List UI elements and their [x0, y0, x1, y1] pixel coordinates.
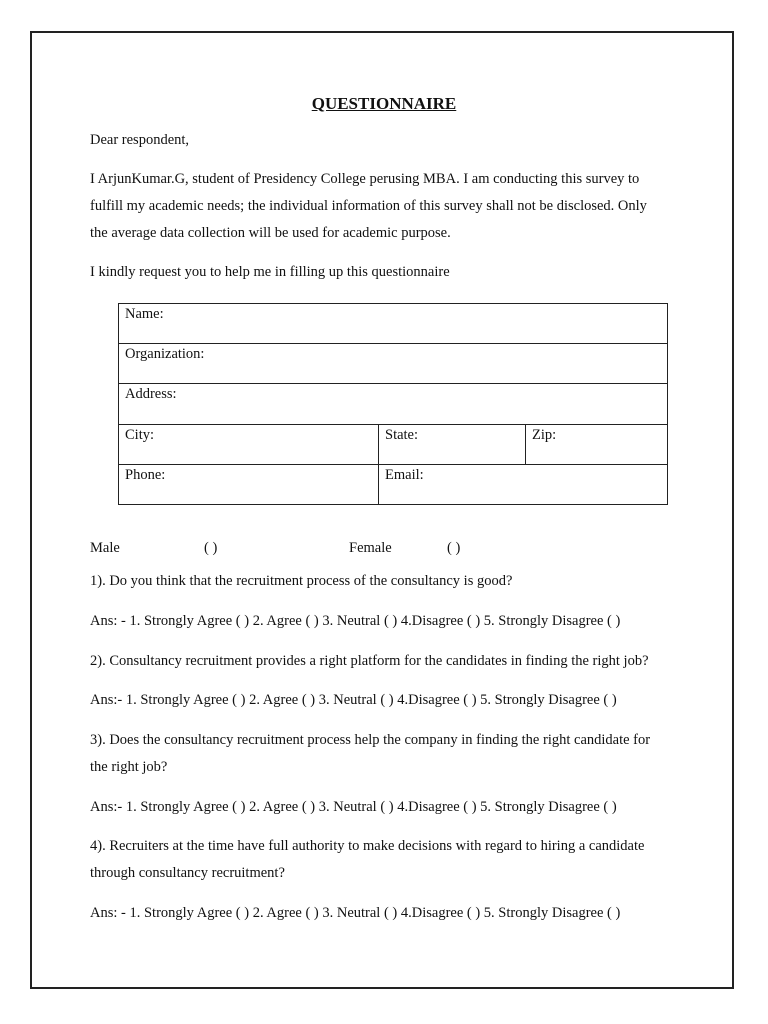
- intro-line: the average data collection will be used for academic purpose.: [90, 225, 451, 241]
- email-label: Email:: [385, 466, 424, 483]
- state-label: State:: [385, 426, 419, 443]
- phone-label: Phone:: [125, 466, 166, 483]
- page-title: QUESTIONNAIRE: [311, 94, 457, 113]
- male-checkbox[interactable]: ( ): [204, 540, 218, 556]
- answer-options-2[interactable]: Ans:- 1. Strongly Agree ( ) 2. Agree ( ) 3. Neutral ( ) 4.Disagree ( ) 5. Strongly Disagree ( ): [90, 692, 617, 708]
- address-field[interactable]: [119, 384, 668, 424]
- respondent-info-table: [118, 303, 668, 505]
- name-label: Name:: [125, 306, 164, 322]
- intro-line: fulfill my academic needs; the individual information of this survey shall not be disclosed. Only: [90, 198, 647, 214]
- male-label: Male: [90, 540, 120, 556]
- organization-field[interactable]: [119, 344, 668, 384]
- female-label: Female: [349, 540, 392, 556]
- city-label: City:: [125, 426, 155, 443]
- intro-line: I ArjunKumar.G, student of Presidency College perusing MBA. I am conducting this survey to: [90, 171, 640, 187]
- name-field[interactable]: [119, 304, 668, 344]
- question-3-line-2: the right job?: [90, 759, 168, 775]
- answer-options-4[interactable]: Ans: - 1. Strongly Agree ( ) 2. Agree ( ) 3. Neutral ( ) 4.Disagree ( ) 5. Strongly Disagree ( ): [90, 905, 621, 921]
- zip-field[interactable]: [526, 424, 668, 464]
- city-field[interactable]: [119, 424, 379, 464]
- greeting: Dear respondent,: [90, 132, 190, 148]
- state-field[interactable]: [379, 424, 526, 464]
- female-checkbox[interactable]: ( ): [447, 540, 461, 556]
- organization-label: Organization:: [125, 346, 205, 363]
- request-text: I kindly request you to help me in filling up this questionnaire: [90, 264, 450, 280]
- email-field[interactable]: [379, 464, 668, 504]
- address-label: Address:: [125, 386, 177, 403]
- answer-options-3[interactable]: Ans:- 1. Strongly Agree ( ) 2. Agree ( ) 3. Neutral ( ) 4.Disagree ( ) 5. Strongly Disagree ( ): [90, 799, 617, 815]
- question-1: 1). Do you think that the recruitment process of the consultancy is good?: [90, 573, 513, 589]
- question-4: 4). Recruiters at the time have full authority to make decisions with regard to hiring a candidate: [90, 838, 645, 854]
- phone-field[interactable]: [119, 464, 379, 504]
- question-3: 3). Does the consultancy recruitment process help the company in finding the right candidate for: [90, 732, 651, 748]
- question-2: 2). Consultancy recruitment provides a right platform for the candidates in finding the right job?: [90, 653, 649, 669]
- zip-label: Zip:: [532, 426, 557, 443]
- answer-options-1[interactable]: Ans: - 1. Strongly Agree ( ) 2. Agree ( ) 3. Neutral ( ) 4.Disagree ( ) 5. Strongly Disagree ( ): [90, 613, 621, 629]
- question-4-line-2: through consultancy recruitment?: [90, 865, 285, 881]
